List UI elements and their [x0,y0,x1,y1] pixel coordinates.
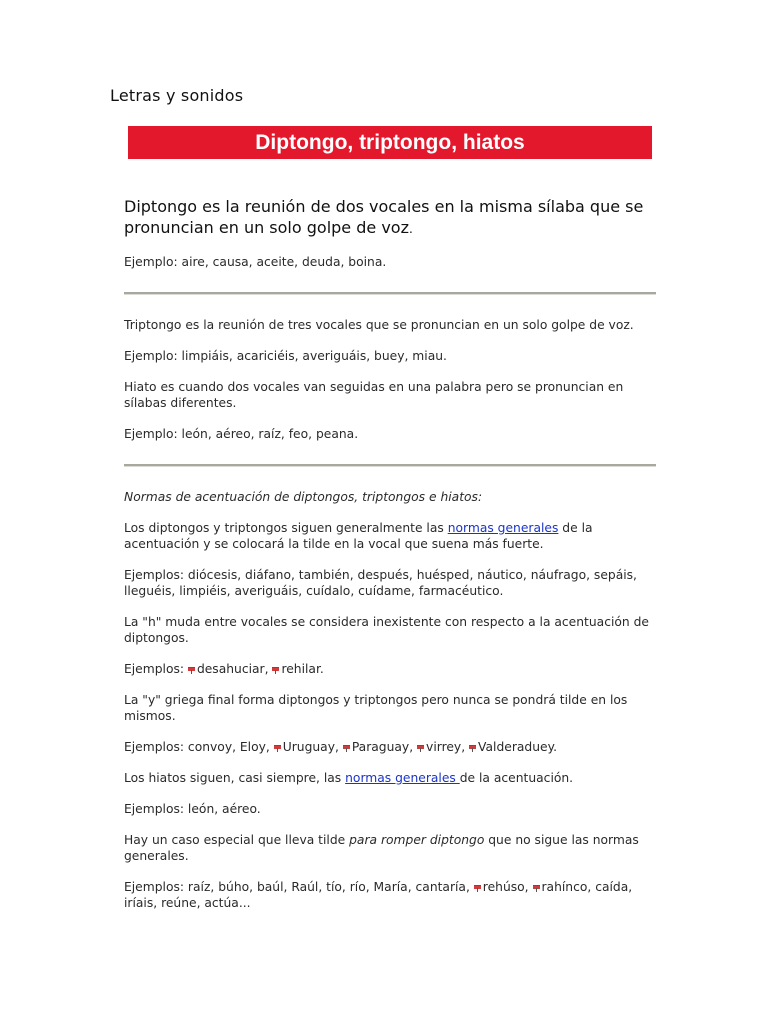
word-flag-icon [533,884,541,892]
title-banner [128,126,652,159]
rule-hiatos-examples: Ejemplos: león, aéreo. [124,802,261,816]
rule-hiatos: Los hiatos siguen, casi siempre, las normas generales de la acentuación. [124,771,574,785]
word-flag-icon [469,744,477,752]
normas-generales-link[interactable]: normas generales [345,771,460,785]
rules-heading: Normas de acentuación de diptongos, triptongos e hiatos: [124,490,483,504]
rule-y-griega: La "y" griega final forma diptongos y triptongos pero nunca se pondrá tilde en los mismos. [124,693,628,723]
rule-romper-diptongo-examples: Ejemplos: raíz, búho, baúl, Raúl, tío, río, María, cantaría, rehúso, rahínco, caída, iríais, reúne, actúa... [124,880,633,910]
page-title: Diptongo, triptongo, hiatos [255,130,525,154]
triptongo-example: Ejemplo: limpiáis, acariciéis, averiguáis, buey, miau. [124,349,447,363]
word-flag-icon [274,744,282,752]
hiato-definition: Hiato es cuando dos vocales van seguidas en una palabra pero se pronuncian en sílabas diferentes. [124,380,624,410]
rule-y-griega-examples: Ejemplos: convoy, Eloy, Uruguay, Paraguay, virrey, Valderaduey. [124,740,558,754]
article-body [124,196,656,926]
rule-diptongos: Los diptongos y triptongos siguen generalmente las normas generales de la acentuación y se colocará la tilde en la vocal que suena más fuerte. [124,521,593,551]
section-divider [124,464,656,467]
word-flag-icon [343,744,351,752]
word-flag-icon [272,666,280,674]
word-flag-icon [188,666,196,674]
triptongo-definition: Triptongo es la reunión de tres vocales que se pronuncian en un solo golpe de voz. [124,318,634,332]
normas-generales-link[interactable]: normas generales [447,521,559,535]
word-flag-icon [417,744,425,752]
word-flag-icon [474,884,482,892]
page-header: Letras y sonidos [110,86,244,105]
hiato-example: Ejemplo: león, aéreo, raíz, feo, peana. [124,427,359,441]
rule-h-muda-examples: Ejemplos: desahuciar, rehilar. [124,662,324,676]
diptongo-definition: Diptongo es la reunión de dos vocales en la misma sílaba que se pronuncian en un solo golpe de voz. [124,197,644,237]
rule-h-muda: La "h" muda entre vocales se considera inexistente con respecto a la acentuación de diptongos. [124,615,649,645]
rule-diptongos-examples: Ejemplos: diócesis, diáfano, también, después, huésped, náutico, náufrago, sepáis, lleguéis, limpiéis, averiguáis, cuídalo, cuídame, farmacéutico. [124,568,637,598]
section-divider [124,292,656,295]
diptongo-example: Ejemplo: aire, causa, aceite, deuda, boina. [124,255,387,269]
rule-romper-diptongo: Hay un caso especial que lleva tilde para romper diptongo que no sigue las normas generales. [124,833,639,863]
